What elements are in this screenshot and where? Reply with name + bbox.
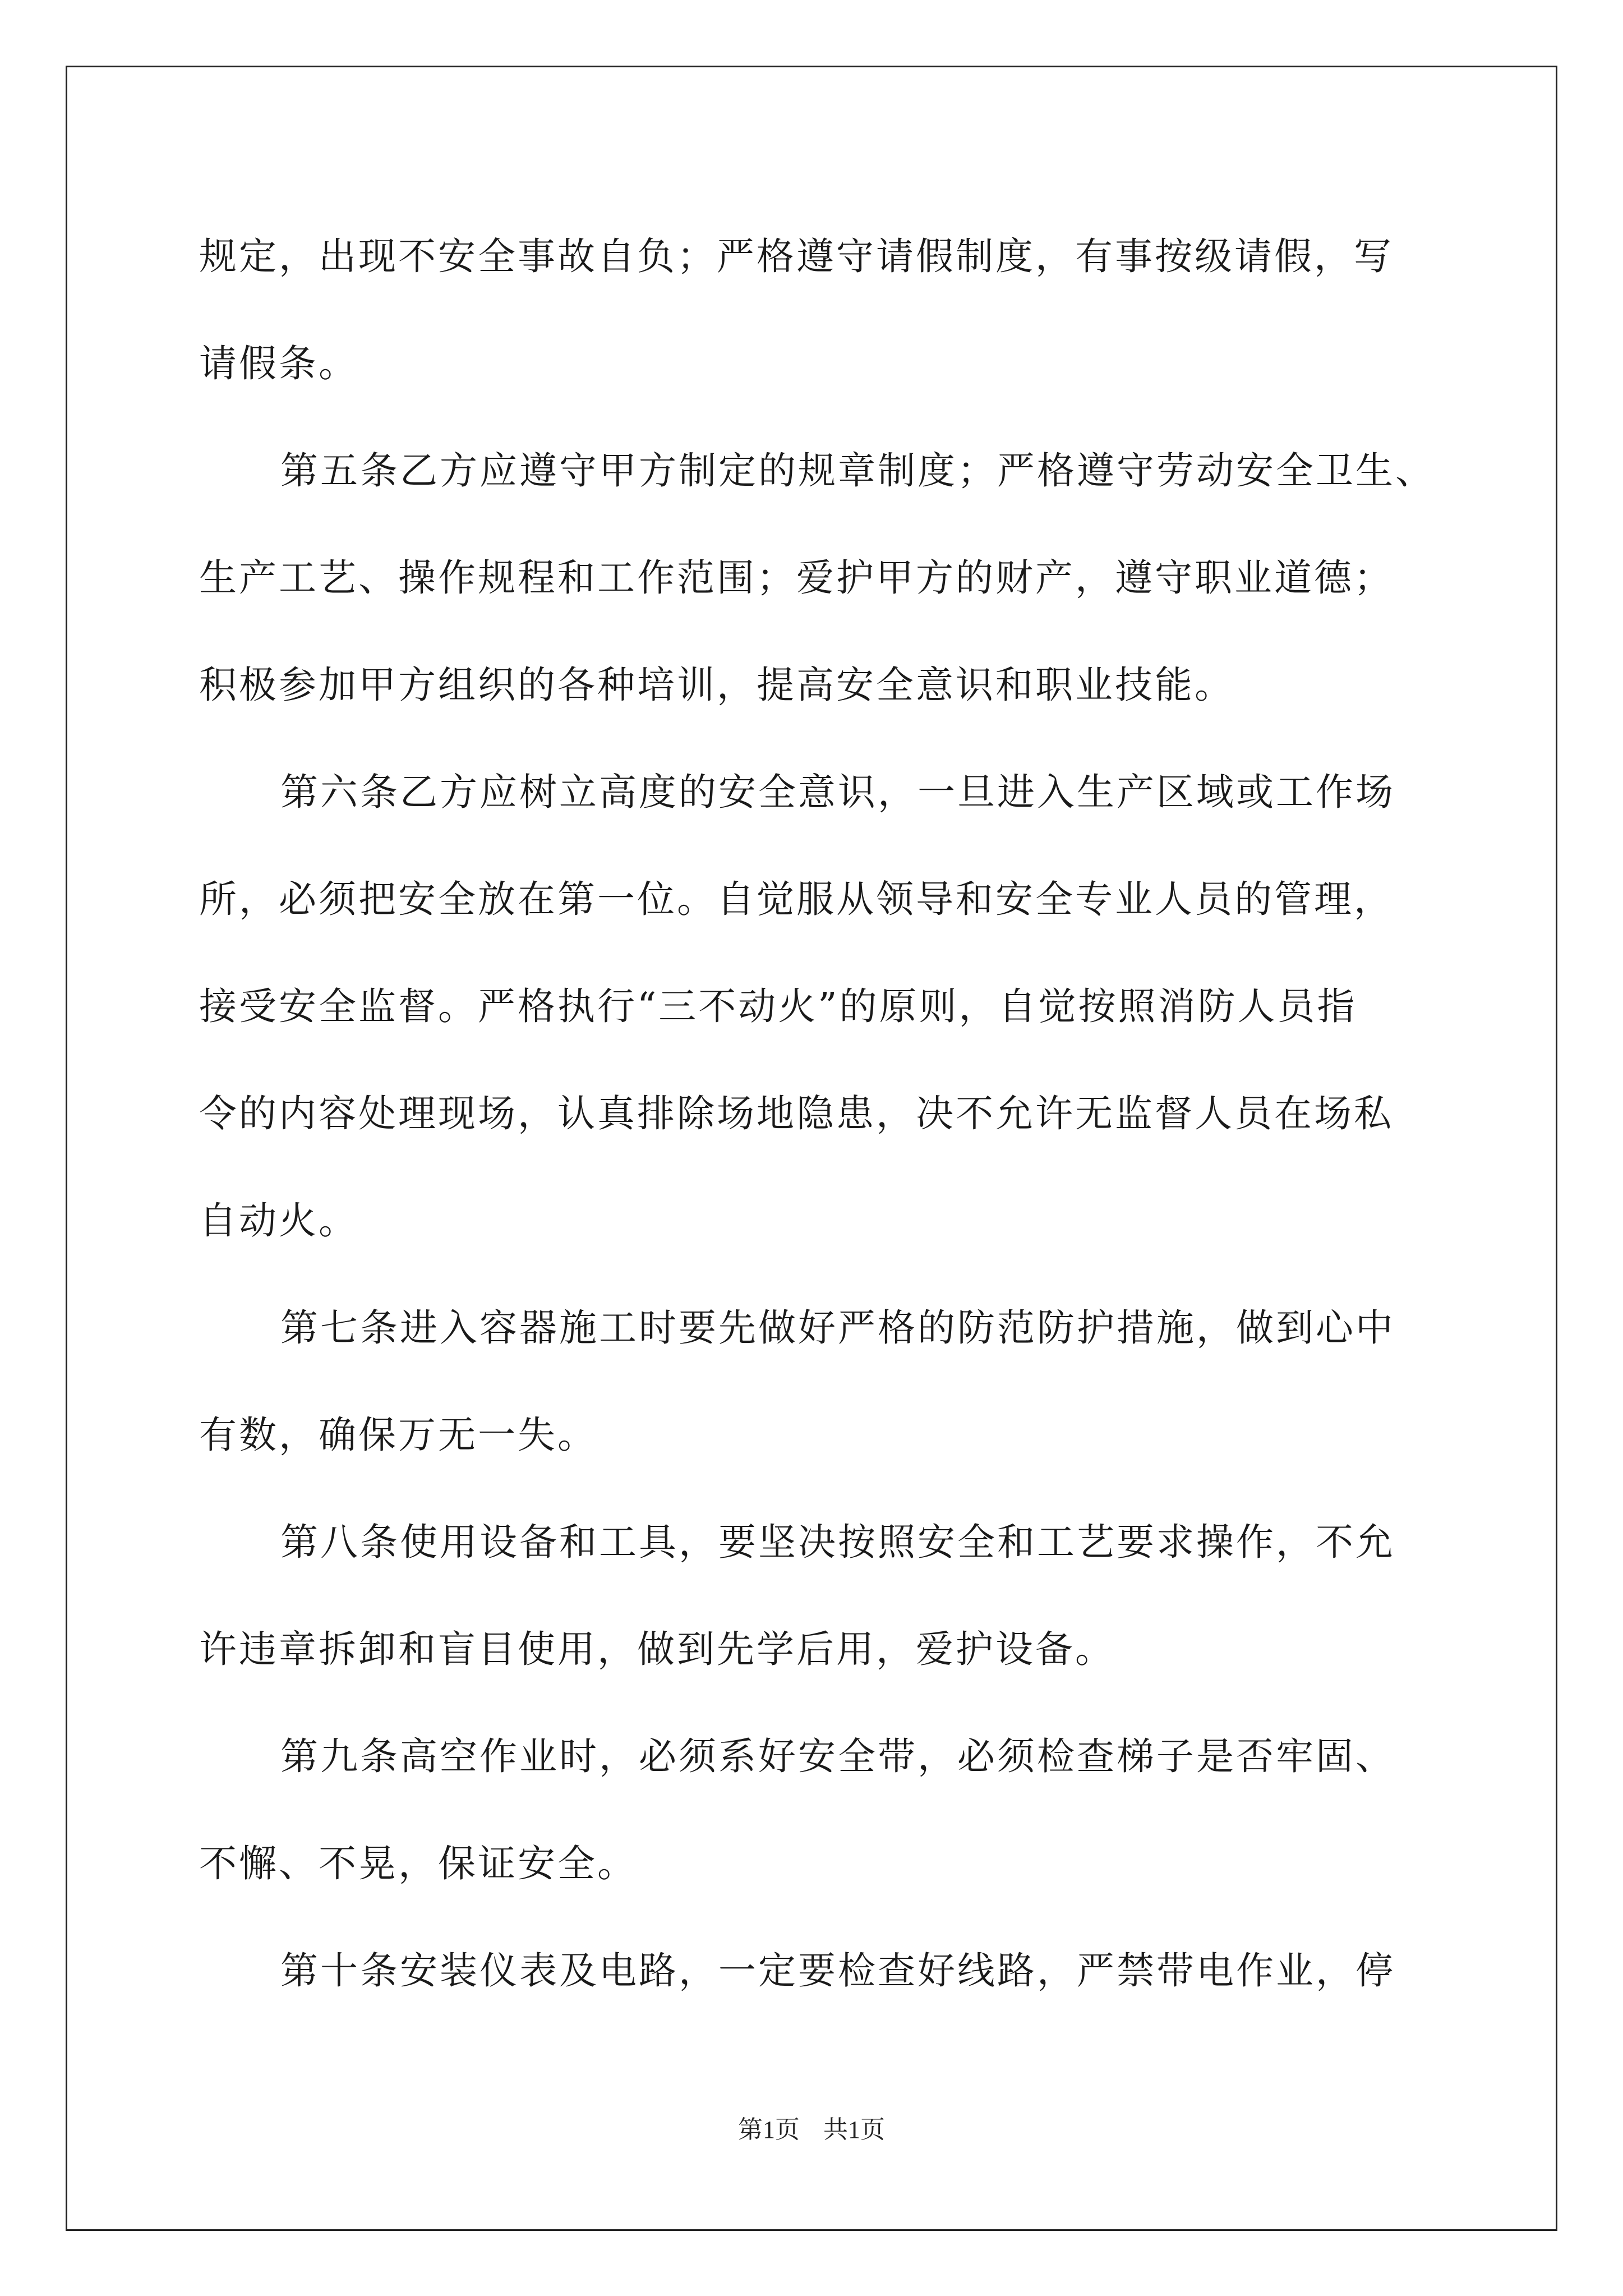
document-body — [199, 203, 1435, 2024]
page-footer — [0, 2113, 1623, 2147]
text-line: 生产工艺、操作规程和工作范围；爱护甲方的财产，遵守职业道德； — [199, 556, 1394, 600]
text-line: 不懈、不晃，保证安全。 — [199, 1842, 637, 1885]
total-page-count: 共1页 — [823, 2116, 885, 2143]
text-line: 有数，确保万无一失。 — [199, 1413, 597, 1457]
text-line: 所，必须把安全放在第一位。自觉服从领导和安全专业人员的管理， — [199, 877, 1394, 921]
text-line: 自动火。 — [199, 1199, 358, 1243]
text-line: 第十条安装仪表及电路，一定要检查好线路，严禁带电作业，停 — [280, 1949, 1395, 1993]
text-line: 令的内容处理现场，认真排除场地隐患，决不允许无监督人员在场私 — [199, 1092, 1394, 1135]
text-line: 第七条进入容器施工时要先做好严格的防范防护措施，做到心中 — [280, 1306, 1395, 1350]
text-line: 规定，出现不安全事故自负；严格遵守请假制度，有事按级请假，写 — [199, 234, 1394, 278]
text-line: 第九条高空作业时，必须系好安全带，必须检查梯子是否牢固、 — [280, 1734, 1395, 1778]
text-line: 第八条使用设备和工具，要坚决按照安全和工艺要求操作，不允 — [280, 1520, 1395, 1564]
text-line: 请假条。 — [199, 342, 358, 385]
text-line: 许违章拆卸和盲目使用，做到先学后用，爱护设备。 — [199, 1627, 1115, 1671]
current-page-number: 第1页 — [738, 2116, 800, 2143]
text-line: 积极参加甲方组织的各种培训，提高安全意识和职业技能。 — [199, 663, 1234, 707]
text-line: 接受安全监督。严格执行“三不动火”的原则，自觉按照消防人员指 — [199, 984, 1357, 1028]
text-line: 第六条乙方应树立高度的安全意识，一旦进入生产区域或工作场 — [280, 770, 1395, 814]
text-line: 第五条乙方应遵守甲方制定的规章制度；严格遵守劳动安全卫生、 — [280, 449, 1435, 493]
